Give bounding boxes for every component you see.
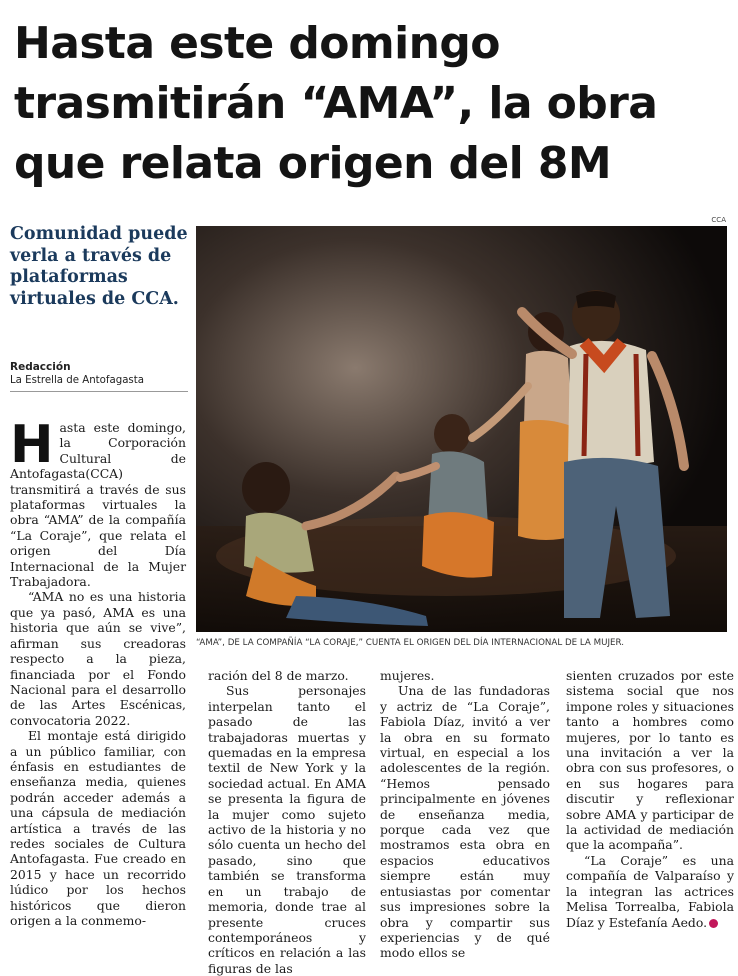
end-of-article-icon	[709, 919, 718, 928]
article-column-4	[566, 668, 734, 930]
byline-divider	[10, 391, 188, 392]
article-paragraph: Sus personajes interpelan tanto el pasado de las trabajadoras muertas y quemadas en la empresa textil de New York y la sociedad actual. En AMA se presenta la figura de la mujer como sujeto activo de la historia y no sólo cuenta un hecho del pasado, sino que también se transforma en un trabajo de memoria, donde trae al presente cruces contemporáneos y críticos en relación a las figuras de las	[208, 683, 366, 976]
article-paragraph: Hasta este domingo, la Corporación Cultural de Antofagasta(CCA) transmitirá a través de sus plataformas virtuales la obra “AMA” de la compañía “La Coraje”, que relata el origen del Día Internacional de la Mujer Trabajadora.	[10, 415, 186, 590]
article-column-1	[10, 415, 186, 928]
photo-caption: “AMA”, DE LA COMPAÑÍA “LA CORAJE,” CUENTA EL ORIGEN DEL DÍA INTERNACIONAL DE LA MUJER.	[196, 638, 625, 648]
article-paragraph: “AMA no es una historia que ya pasó, AMA es una historia que aún se vive”, afirman sus creadoras respecto a la pieza, financiada por el Fondo Nacional para el desarrollo de las Artes Escénicas, convocatoria 2022.	[10, 589, 186, 728]
article-paragraph: mujeres.	[380, 668, 435, 683]
subheadline: Comunidad puede verla a través de plataformas virtuales de CCA.	[10, 224, 188, 309]
article-paragraph: El montaje está dirigido a un público familiar, con énfasis en estudiantes de enseñanza media, quienes podrán acceder además a una cápsula de mediación artística a través de las redes sociales de Cultura Antofagasta. Fue creado en 2015 y hace un recorrido lúdico por los hechos históricos que dieron origen a la conmemo-	[10, 728, 186, 928]
byline-author: Redacción	[10, 361, 71, 373]
article-paragraph: “La Coraje” es una compañía de Valparaíso y la integran las actrices Melisa Torrealba, Fabiola Díaz y Estefanía Aedo.	[566, 852, 734, 930]
article-paragraph: Una de las fundadoras y actriz de “La Coraje”, Fabiola Díaz, invitó a ver la obra en su formato virtual, en especial a los adolescentes de la región. “Hemos pensado principalmente en jóvenes de enseñanza media, porque cada vez que mostramos esta obra en espacios educativos siempre están muy entusiastas por comentar sus impresiones sobre la obra y compartir sus experiencias y de qué modo ellos se	[380, 683, 550, 961]
stage-photo	[196, 226, 727, 632]
article-paragraph: ración del 8 de marzo.	[208, 668, 349, 683]
headline: Hasta este domingo trasmitirán “AMA”, la obra que relata origen del 8M	[14, 18, 658, 189]
article-paragraph: sienten cruzados por este sistema social que nos impone roles y situaciones tanto a hombres como mujeres, por lo tanto es una invitación a ver la obra con sus profesores, o en sus hogares para discutir y reflexionar sobre AMA y participar de la actividad de mediación que la acompaña”.	[566, 668, 734, 853]
drop-cap: H	[10, 415, 54, 475]
photo-credit: CCA	[711, 216, 726, 224]
byline-publication: La Estrella de Antofagasta	[10, 375, 144, 386]
article-column-2	[208, 668, 366, 976]
article-column-3	[380, 668, 550, 961]
